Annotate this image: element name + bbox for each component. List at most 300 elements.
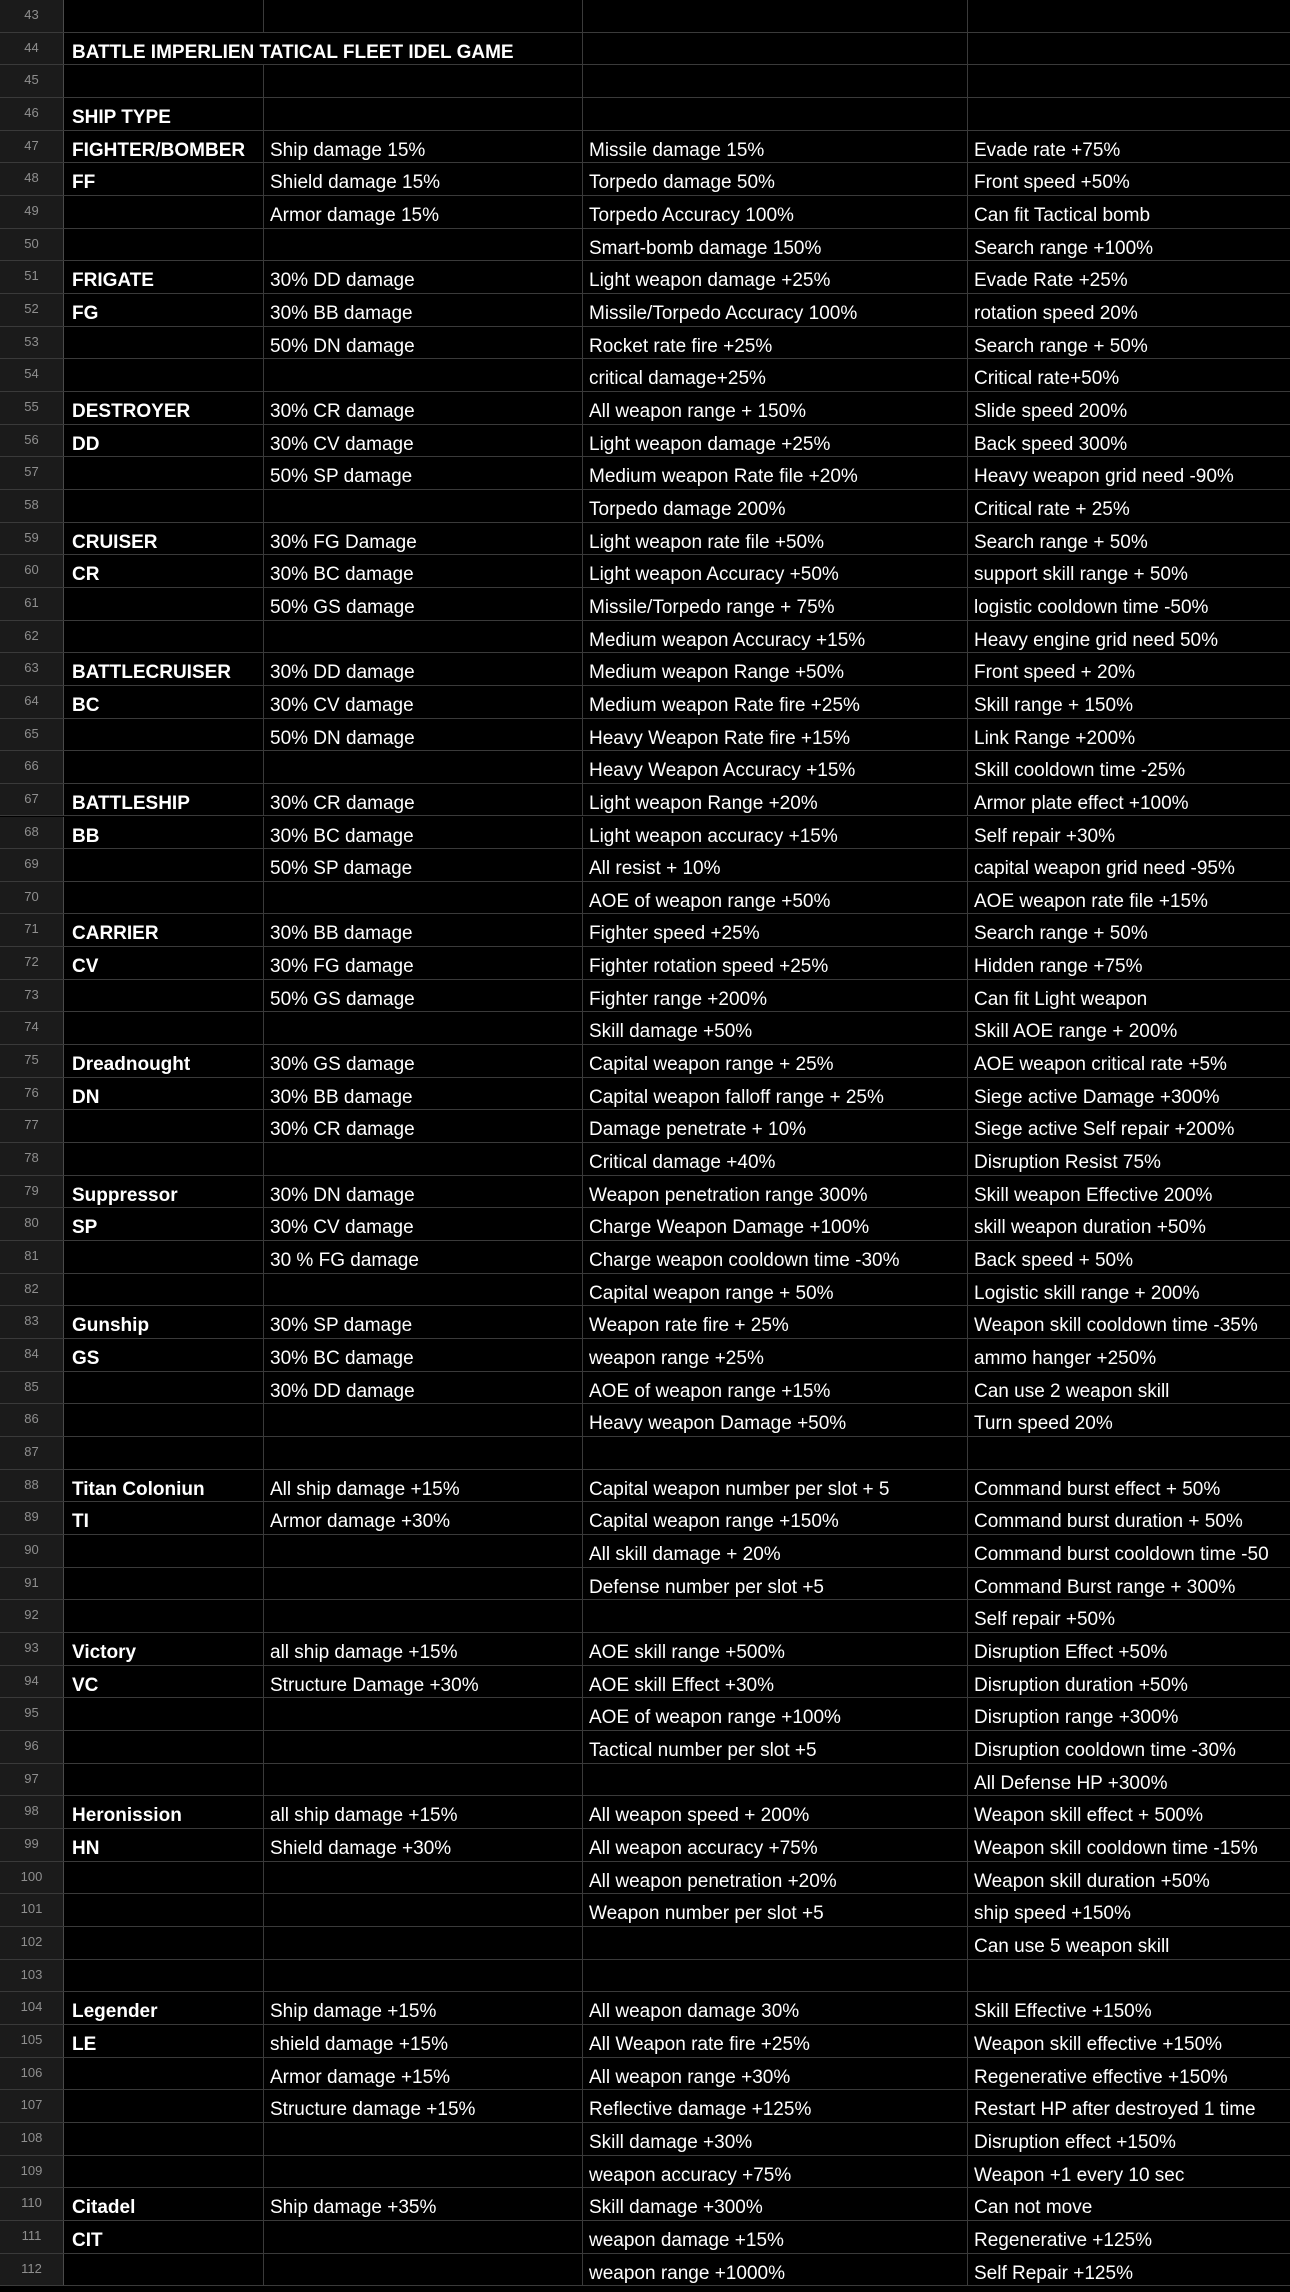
cell-column-b[interactable]	[264, 1764, 583, 1796]
cell-column-b[interactable]: 30% BC damage	[264, 1339, 583, 1371]
cell-column-a[interactable]: SHIP TYPE	[64, 98, 264, 130]
cell-column-a[interactable]	[64, 719, 264, 751]
cell-column-d[interactable]: Disruption Effect +50%	[974, 1642, 1168, 1663]
row-number-header[interactable]: 98	[0, 1796, 64, 1828]
cell-column-b[interactable]: Armor damage +15%	[264, 2058, 583, 2090]
cell-column-c[interactable]: weapon range +25%	[583, 1339, 968, 1371]
row-number-header[interactable]: 89	[0, 1502, 64, 1534]
cell-column-d[interactable]: logistic cooldown time -50%	[974, 596, 1209, 618]
row-number-header[interactable]: 107	[0, 2090, 64, 2122]
row-number-header[interactable]: 84	[0, 1339, 64, 1371]
cell-column-a[interactable]	[64, 229, 264, 261]
row-number-header[interactable]: 75	[0, 1045, 64, 1077]
cell-column-a[interactable]	[64, 849, 264, 881]
row-number-header[interactable]: 77	[0, 1110, 64, 1142]
cell-column-c[interactable]: Missile damage 15%	[583, 131, 968, 163]
cell-column-c[interactable]: All weapon penetration +20%	[583, 1862, 968, 1894]
cell-column-d[interactable]: ammo hanger +250%	[974, 1348, 1157, 1370]
cell-column-a[interactable]	[64, 1698, 264, 1730]
cell-column-d[interactable]: Front speed +50%	[974, 172, 1130, 194]
cell-column-a[interactable]	[64, 2254, 264, 2286]
cell-column-b[interactable]	[264, 1535, 583, 1567]
cell-column-d[interactable]: Skill Effective +150%	[974, 2001, 1152, 2023]
row-number-header[interactable]: 57	[0, 457, 64, 489]
row-number-header[interactable]: 109	[0, 2156, 64, 2188]
cell-column-d[interactable]: Evade rate +75%	[974, 139, 1121, 161]
row-number-header[interactable]: 71	[0, 914, 64, 946]
cell-column-b[interactable]: all ship damage +15%	[264, 1796, 583, 1828]
cell-column-c[interactable]	[583, 1960, 968, 1992]
cell-column-c[interactable]: Rocket rate fire +25%	[583, 327, 968, 359]
cell-column-a[interactable]: BATTLECRUISER	[64, 653, 264, 685]
row-number-header[interactable]: 83	[0, 1306, 64, 1338]
cell-column-c[interactable]: Tactical number per slot +5	[583, 1731, 968, 1763]
cell-column-c[interactable]: Light weapon Range +20%	[583, 784, 968, 816]
cell-column-c[interactable]: Missile/Torpedo range + 75%	[583, 588, 968, 620]
cell-column-a[interactable]	[64, 1437, 264, 1469]
cell-column-d[interactable]: Weapon skill cooldown time -35%	[974, 1315, 1258, 1337]
cell-column-b[interactable]: 30% DD damage	[264, 1372, 583, 1404]
cell-column-d[interactable]: Disruption duration +50%	[974, 1674, 1188, 1696]
cell-column-a[interactable]	[64, 1600, 264, 1632]
cell-column-a[interactable]: BC	[64, 686, 264, 718]
cell-column-d[interactable]: Disruption range +300%	[974, 1707, 1179, 1729]
cell-column-d[interactable]: Siege active Self repair +200%	[974, 1119, 1235, 1141]
cell-column-a[interactable]: FIGHTER/BOMBER	[64, 131, 264, 163]
cell-column-c[interactable]: Light weapon damage +25%	[583, 261, 968, 293]
cell-column-c[interactable]: Light weapon accuracy +15%	[583, 817, 968, 849]
cell-column-c[interactable]: Charge weapon cooldown time -30%	[583, 1241, 968, 1273]
cell-column-d[interactable]	[968, 33, 1290, 65]
row-number-header[interactable]: 62	[0, 621, 64, 653]
row-number-header[interactable]: 106	[0, 2058, 64, 2090]
cell-column-c[interactable]: All weapon range + 150%	[583, 392, 968, 424]
cell-column-c[interactable]: Medium weapon Rate fire +25%	[583, 686, 968, 718]
cell-column-c[interactable]: All Weapon rate fire +25%	[583, 2025, 968, 2057]
cell-column-b[interactable]: 30% GS damage	[264, 1045, 583, 1077]
cell-column-c[interactable]: All weapon range +30%	[583, 2058, 968, 2090]
cell-column-d[interactable]: Command Burst range + 300%	[974, 1576, 1236, 1598]
cell-column-b[interactable]: 30% BB damage	[264, 914, 583, 946]
cell-column-a[interactable]	[64, 1012, 264, 1044]
cell-column-c[interactable]: weapon accuracy +75%	[583, 2156, 968, 2188]
cell-column-a[interactable]	[64, 1731, 264, 1763]
cell-column-d[interactable]: Weapon skill duration +50%	[974, 1870, 1210, 1892]
row-number-header[interactable]: 65	[0, 719, 64, 751]
cell-column-b[interactable]: 30% BC damage	[264, 817, 583, 849]
cell-column-c[interactable]: Heavy Weapon Rate fire +15%	[583, 719, 968, 751]
cell-column-c[interactable]	[583, 65, 968, 97]
row-number-header[interactable]: 56	[0, 425, 64, 457]
cell-column-a[interactable]: Legender	[64, 1992, 264, 2024]
cell-column-a[interactable]	[64, 882, 264, 914]
row-number-header[interactable]: 46	[0, 98, 64, 130]
cell-column-a[interactable]: VC	[64, 1666, 264, 1698]
cell-column-c[interactable]: Light weapon damage +25%	[583, 425, 968, 457]
cell-column-b[interactable]: all ship damage +15%	[264, 1633, 583, 1665]
cell-column-a[interactable]	[64, 1404, 264, 1436]
cell-column-a[interactable]	[64, 1110, 264, 1142]
cell-column-a[interactable]: FG	[64, 294, 264, 326]
cell-column-d[interactable]: Can not move	[974, 2197, 1093, 2219]
cell-column-b[interactable]	[264, 1274, 583, 1306]
row-number-header[interactable]: 99	[0, 1829, 64, 1861]
cell-column-a[interactable]	[64, 1568, 264, 1600]
cell-column-b[interactable]: 50% DN damage	[264, 327, 583, 359]
row-number-header[interactable]: 94	[0, 1666, 64, 1698]
cell-column-c[interactable]: critical damage+25%	[583, 359, 968, 391]
row-number-header[interactable]: 51	[0, 261, 64, 293]
cell-column-a[interactable]	[64, 1764, 264, 1796]
row-number-header[interactable]: 82	[0, 1274, 64, 1306]
cell-column-d[interactable]: Link Range +200%	[974, 727, 1136, 749]
cell-column-c[interactable]: Missile/Torpedo Accuracy 100%	[583, 294, 968, 326]
cell-column-d[interactable]: Self repair +50%	[974, 1609, 1115, 1631]
cell-column-b[interactable]	[264, 2123, 583, 2155]
cell-column-a[interactable]: SP	[64, 1208, 264, 1240]
cell-column-c[interactable]: Defense number per slot +5	[583, 1568, 968, 1600]
cell-column-d[interactable]: Command burst cooldown time -50	[974, 1544, 1269, 1566]
cell-column-a[interactable]	[64, 751, 264, 783]
cell-column-c[interactable]: AOE skill range +500%	[583, 1633, 968, 1665]
row-number-header[interactable]: 70	[0, 882, 64, 914]
cell-column-c[interactable]	[583, 33, 968, 65]
cell-column-c[interactable]: Fighter range +200%	[583, 980, 968, 1012]
cell-column-d[interactable]: Weapon skill cooldown time -15%	[974, 1837, 1258, 1859]
cell-column-d[interactable]: Can fit Light weapon	[974, 988, 1148, 1010]
cell-column-b[interactable]: 30% BB damage	[264, 294, 583, 326]
cell-column-b[interactable]	[264, 1960, 583, 1992]
cell-column-b[interactable]	[264, 1731, 583, 1763]
cell-column-d[interactable]: Regenerative +125%	[974, 2229, 1152, 2251]
row-number-header[interactable]: 102	[0, 1927, 64, 1959]
cell-column-d[interactable]: Disruption Resist 75%	[974, 1152, 1161, 1174]
row-number-header[interactable]: 78	[0, 1143, 64, 1175]
cell-column-b[interactable]: shield damage +15%	[264, 2025, 583, 2057]
cell-column-c[interactable]: Critical damage +40%	[583, 1143, 968, 1175]
row-number-header[interactable]: 100	[0, 1862, 64, 1894]
cell-column-c[interactable]	[583, 98, 968, 130]
cell-column-a[interactable]: FF	[64, 163, 264, 195]
cell-column-a[interactable]	[64, 1143, 264, 1175]
row-number-header[interactable]: 96	[0, 1731, 64, 1763]
cell-column-a[interactable]	[64, 1241, 264, 1273]
cell-column-c[interactable]: Medium weapon Accuracy +15%	[583, 621, 968, 653]
cell-column-a[interactable]: CRUISER	[64, 523, 264, 555]
row-number-header[interactable]: 45	[0, 65, 64, 97]
row-number-header[interactable]: 111	[0, 2221, 64, 2253]
cell-column-a[interactable]	[64, 1960, 264, 1992]
cell-column-b[interactable]: 50% DN damage	[264, 719, 583, 751]
cell-column-a[interactable]	[64, 2090, 264, 2122]
cell-column-b[interactable]	[264, 1404, 583, 1436]
cell-column-a[interactable]: BB	[64, 817, 264, 849]
row-number-header[interactable]: 68	[0, 817, 64, 849]
cell-column-a[interactable]	[64, 621, 264, 653]
row-number-header[interactable]: 86	[0, 1404, 64, 1436]
row-number-header[interactable]: 50	[0, 229, 64, 261]
cell-column-c[interactable]: Damage penetrate + 10%	[583, 1110, 968, 1142]
cell-column-d[interactable]: Armor plate effect +100%	[974, 792, 1189, 814]
cell-column-c[interactable]: Medium weapon Rate file +20%	[583, 457, 968, 489]
cell-column-c[interactable]	[583, 1600, 968, 1632]
cell-column-c[interactable]	[583, 0, 968, 32]
cell-column-b[interactable]	[264, 2254, 583, 2286]
cell-column-d[interactable]: skill weapon duration +50%	[974, 1217, 1206, 1239]
row-number-header[interactable]: 67	[0, 784, 64, 816]
cell-column-a[interactable]: Citadel	[64, 2188, 264, 2220]
row-number-header[interactable]: 47	[0, 131, 64, 163]
cell-column-b[interactable]: 30% BB damage	[264, 1078, 583, 1110]
cell-column-b[interactable]	[264, 1568, 583, 1600]
row-number-header[interactable]: 101	[0, 1894, 64, 1926]
cell-column-d[interactable]: Skill AOE range + 200%	[974, 1021, 1178, 1043]
cell-column-b[interactable]: 30% CV damage	[264, 425, 583, 457]
cell-column-c[interactable]: weapon range +1000%	[583, 2254, 968, 2286]
row-number-header[interactable]: 104	[0, 1992, 64, 2024]
cell-column-c[interactable]: All resist + 10%	[583, 849, 968, 881]
cell-column-d[interactable]: Turn speed 20%	[974, 1413, 1113, 1435]
cell-column-a[interactable]	[64, 980, 264, 1012]
cell-column-b[interactable]	[264, 621, 583, 653]
cell-column-d[interactable]: Heavy engine grid need 50%	[974, 629, 1219, 651]
cell-column-a[interactable]	[64, 457, 264, 489]
row-number-header[interactable]: 53	[0, 327, 64, 359]
row-number-header[interactable]: 64	[0, 686, 64, 718]
cell-column-c[interactable]: Torpedo Accuracy 100%	[583, 196, 968, 228]
cell-column-b[interactable]: 30% FG damage	[264, 947, 583, 979]
cell-column-d[interactable]: Search range + 50%	[974, 335, 1148, 357]
cell-column-d[interactable]: Can use 5 weapon skill	[974, 1935, 1170, 1957]
row-number-header[interactable]: 108	[0, 2123, 64, 2155]
cell-column-a[interactable]	[64, 588, 264, 620]
row-number-header[interactable]: 93	[0, 1633, 64, 1665]
cell-column-c[interactable]: Torpedo damage 200%	[583, 490, 968, 522]
cell-column-a[interactable]: BATTLESHIP	[64, 784, 264, 816]
cell-column-c[interactable]: Capital weapon falloff range + 25%	[583, 1078, 968, 1110]
cell-column-a[interactable]	[64, 2123, 264, 2155]
cell-column-a[interactable]: Suppressor	[64, 1176, 264, 1208]
cell-column-a[interactable]	[64, 1927, 264, 1959]
cell-column-b[interactable]: Armor damage +30%	[264, 1502, 583, 1534]
row-number-header[interactable]: 95	[0, 1698, 64, 1730]
cell-column-b[interactable]	[264, 751, 583, 783]
cell-column-d[interactable]: rotation speed 20%	[974, 302, 1138, 324]
cell-column-b[interactable]: 30% CR damage	[264, 1110, 583, 1142]
cell-column-d[interactable]: Search range +100%	[974, 237, 1154, 259]
cell-column-b[interactable]: 30% SP damage	[264, 1306, 583, 1338]
cell-column-d[interactable]	[968, 0, 1290, 32]
cell-column-b[interactable]: 50% GS damage	[264, 588, 583, 620]
cell-column-a[interactable]: BATTLE IMPERLIEN TATICAL FLEET IDEL GAME	[64, 33, 583, 65]
cell-column-d[interactable]: Weapon skill effect + 500%	[974, 1805, 1204, 1827]
cell-column-b[interactable]: Ship damage +15%	[264, 1992, 583, 2024]
cell-column-d[interactable]: Critical rate + 25%	[974, 498, 1130, 520]
cell-column-b[interactable]: 50% GS damage	[264, 980, 583, 1012]
row-number-header[interactable]: 112	[0, 2254, 64, 2286]
cell-column-d[interactable]: Skill range + 150%	[974, 694, 1133, 716]
cell-column-c[interactable]: Capital weapon number per slot + 5	[583, 1470, 968, 1502]
cell-column-a[interactable]	[64, 2156, 264, 2188]
cell-column-a[interactable]	[64, 1274, 264, 1306]
cell-column-b[interactable]: Ship damage +35%	[264, 2188, 583, 2220]
cell-column-a[interactable]	[64, 1535, 264, 1567]
cell-column-a[interactable]: Victory	[64, 1633, 264, 1665]
row-number-header[interactable]: 60	[0, 555, 64, 587]
cell-column-d[interactable]: Logistic skill range + 200%	[974, 1282, 1200, 1304]
cell-column-c[interactable]: Charge Weapon Damage +100%	[583, 1208, 968, 1240]
cell-column-d[interactable]: Command burst duration + 50%	[974, 1511, 1243, 1533]
cell-column-c[interactable]: AOE of weapon range +15%	[583, 1372, 968, 1404]
cell-column-a[interactable]	[64, 196, 264, 228]
row-number-header[interactable]: 48	[0, 163, 64, 195]
cell-column-a[interactable]: DN	[64, 1078, 264, 1110]
row-number-header[interactable]: 59	[0, 523, 64, 555]
cell-column-d[interactable]: AOE weapon rate file +15%	[974, 890, 1208, 912]
cell-column-c[interactable]: AOE of weapon range +100%	[583, 1698, 968, 1730]
row-number-header[interactable]: 87	[0, 1437, 64, 1469]
cell-column-b[interactable]: 50% SP damage	[264, 457, 583, 489]
cell-column-d[interactable]: Siege active Damage +300%	[974, 1086, 1220, 1108]
cell-column-b[interactable]	[264, 1437, 583, 1469]
cell-column-b[interactable]: All ship damage +15%	[264, 1470, 583, 1502]
cell-column-d[interactable]: Skill weapon Effective 200%	[974, 1184, 1213, 1206]
cell-column-b[interactable]	[264, 1143, 583, 1175]
cell-column-d[interactable]: Back speed + 50%	[974, 1250, 1133, 1272]
row-number-header[interactable]: 54	[0, 359, 64, 391]
row-number-header[interactable]: 58	[0, 490, 64, 522]
row-number-header[interactable]: 43	[0, 0, 64, 32]
cell-column-d[interactable]: Heavy weapon grid need -90%	[974, 466, 1234, 488]
cell-column-a[interactable]	[64, 65, 264, 97]
cell-column-a[interactable]	[64, 1372, 264, 1404]
cell-column-a[interactable]	[64, 2058, 264, 2090]
cell-column-b[interactable]: 30% CR damage	[264, 392, 583, 424]
cell-column-c[interactable]: AOE skill Effect +30%	[583, 1666, 968, 1698]
cell-column-d[interactable]: Critical rate+50%	[974, 368, 1120, 390]
cell-column-c[interactable]: All weapon accuracy +75%	[583, 1829, 968, 1861]
cell-column-c[interactable]: Capital weapon range + 25%	[583, 1045, 968, 1077]
cell-column-d[interactable]: All Defense HP +300%	[974, 1772, 1168, 1794]
cell-column-a[interactable]: DD	[64, 425, 264, 457]
cell-column-c[interactable]: Skill damage +30%	[583, 2123, 968, 2155]
row-number-header[interactable]: 74	[0, 1012, 64, 1044]
cell-column-d[interactable]: Back speed 300%	[974, 433, 1128, 455]
cell-column-c[interactable]: Capital weapon range +150%	[583, 1502, 968, 1534]
cell-column-d[interactable]: Weapon +1 every 10 sec	[974, 2164, 1185, 2186]
row-number-header[interactable]: 85	[0, 1372, 64, 1404]
cell-column-a[interactable]: CR	[64, 555, 264, 587]
cell-column-b[interactable]	[264, 2221, 583, 2253]
cell-column-b[interactable]: Shield damage +30%	[264, 1829, 583, 1861]
cell-column-b[interactable]: 30% DD damage	[264, 261, 583, 293]
cell-column-d[interactable]: Search range + 50%	[974, 923, 1148, 945]
cell-column-b[interactable]: Structure damage +15%	[264, 2090, 583, 2122]
cell-column-b[interactable]: 50% SP damage	[264, 849, 583, 881]
row-number-header[interactable]: 73	[0, 980, 64, 1012]
cell-column-d[interactable]: Regenerative effective +150%	[974, 2066, 1228, 2088]
cell-column-b[interactable]: Armor damage 15%	[264, 196, 583, 228]
cell-column-b[interactable]	[264, 1012, 583, 1044]
cell-column-b[interactable]	[264, 1862, 583, 1894]
cell-column-c[interactable]: weapon damage +15%	[583, 2221, 968, 2253]
cell-column-c[interactable]: All skill damage + 20%	[583, 1535, 968, 1567]
cell-column-c[interactable]	[583, 1437, 968, 1469]
cell-column-b[interactable]: 30% DN damage	[264, 1176, 583, 1208]
row-number-header[interactable]: 79	[0, 1176, 64, 1208]
row-number-header[interactable]: 97	[0, 1764, 64, 1796]
cell-column-d[interactable]: Slide speed 200%	[974, 400, 1128, 422]
row-number-header[interactable]: 103	[0, 1960, 64, 1992]
cell-column-b[interactable]: Structure Damage +30%	[264, 1666, 583, 1698]
cell-column-d[interactable]: capital weapon grid need -95%	[974, 858, 1235, 880]
row-number-header[interactable]: 92	[0, 1600, 64, 1632]
cell-column-a[interactable]	[64, 490, 264, 522]
cell-column-c[interactable]: Light weapon Accuracy +50%	[583, 555, 968, 587]
row-number-header[interactable]: 88	[0, 1470, 64, 1502]
cell-column-c[interactable]: All weapon damage 30%	[583, 1992, 968, 2024]
row-number-header[interactable]: 44	[0, 33, 64, 65]
cell-column-c[interactable]: Skill damage +50%	[583, 1012, 968, 1044]
cell-column-b[interactable]	[264, 2156, 583, 2188]
row-number-header[interactable]: 63	[0, 653, 64, 685]
cell-column-c[interactable]: Torpedo damage 50%	[583, 163, 968, 195]
cell-column-d[interactable]: Can use 2 weapon skill	[974, 1380, 1170, 1402]
cell-column-c[interactable]: Medium weapon Range +50%	[583, 653, 968, 685]
cell-column-b[interactable]: 30% CV damage	[264, 686, 583, 718]
cell-column-b[interactable]: 30% BC damage	[264, 555, 583, 587]
cell-column-a[interactable]: Gunship	[64, 1306, 264, 1338]
cell-column-c[interactable]: All weapon speed + 200%	[583, 1796, 968, 1828]
cell-column-b[interactable]	[264, 1894, 583, 1926]
cell-column-b[interactable]	[264, 1600, 583, 1632]
row-number-header[interactable]: 52	[0, 294, 64, 326]
cell-column-c[interactable]: Skill damage +300%	[583, 2188, 968, 2220]
row-number-header[interactable]: 81	[0, 1241, 64, 1273]
cell-column-d[interactable]	[968, 98, 1290, 130]
cell-column-c[interactable]: Reflective damage +125%	[583, 2090, 968, 2122]
cell-column-a[interactable]	[64, 0, 264, 32]
cell-column-b[interactable]	[264, 1698, 583, 1730]
row-number-header[interactable]: 66	[0, 751, 64, 783]
cell-column-c[interactable]	[583, 1764, 968, 1796]
row-number-header[interactable]: 105	[0, 2025, 64, 2057]
cell-column-c[interactable]: Smart-bomb damage 150%	[583, 229, 968, 261]
cell-column-d[interactable]: AOE weapon critical rate +5%	[974, 1054, 1227, 1076]
cell-column-d[interactable]: Hidden range +75%	[974, 956, 1143, 978]
cell-column-b[interactable]: 30 % FG damage	[264, 1241, 583, 1273]
cell-column-b[interactable]: Ship damage 15%	[264, 131, 583, 163]
cell-column-d[interactable]	[968, 65, 1290, 97]
cell-column-c[interactable]: Weapon number per slot +5	[583, 1894, 968, 1926]
cell-column-d[interactable]: Skill cooldown time -25%	[974, 760, 1186, 782]
cell-column-d[interactable]: Restart HP after destroyed 1 time	[974, 2099, 1256, 2121]
cell-column-c[interactable]: Heavy Weapon Accuracy +15%	[583, 751, 968, 783]
cell-column-d[interactable]: Weapon skill effective +150%	[974, 2033, 1223, 2055]
row-number-header[interactable]: 80	[0, 1208, 64, 1240]
cell-column-a[interactable]	[64, 1862, 264, 1894]
cell-column-a[interactable]: Dreadnought	[64, 1045, 264, 1077]
row-number-header[interactable]: 91	[0, 1568, 64, 1600]
cell-column-b[interactable]	[264, 1927, 583, 1959]
cell-column-c[interactable]: AOE of weapon range +50%	[583, 882, 968, 914]
cell-column-d[interactable]: Disruption cooldown time -30%	[974, 1739, 1236, 1761]
cell-column-d[interactable]: Disruption effect +150%	[974, 2131, 1176, 2153]
cell-column-a[interactable]	[64, 1894, 264, 1926]
cell-column-d[interactable]	[968, 1960, 1290, 1992]
row-number-header[interactable]: 61	[0, 588, 64, 620]
cell-column-a[interactable]: Heronission	[64, 1796, 264, 1828]
